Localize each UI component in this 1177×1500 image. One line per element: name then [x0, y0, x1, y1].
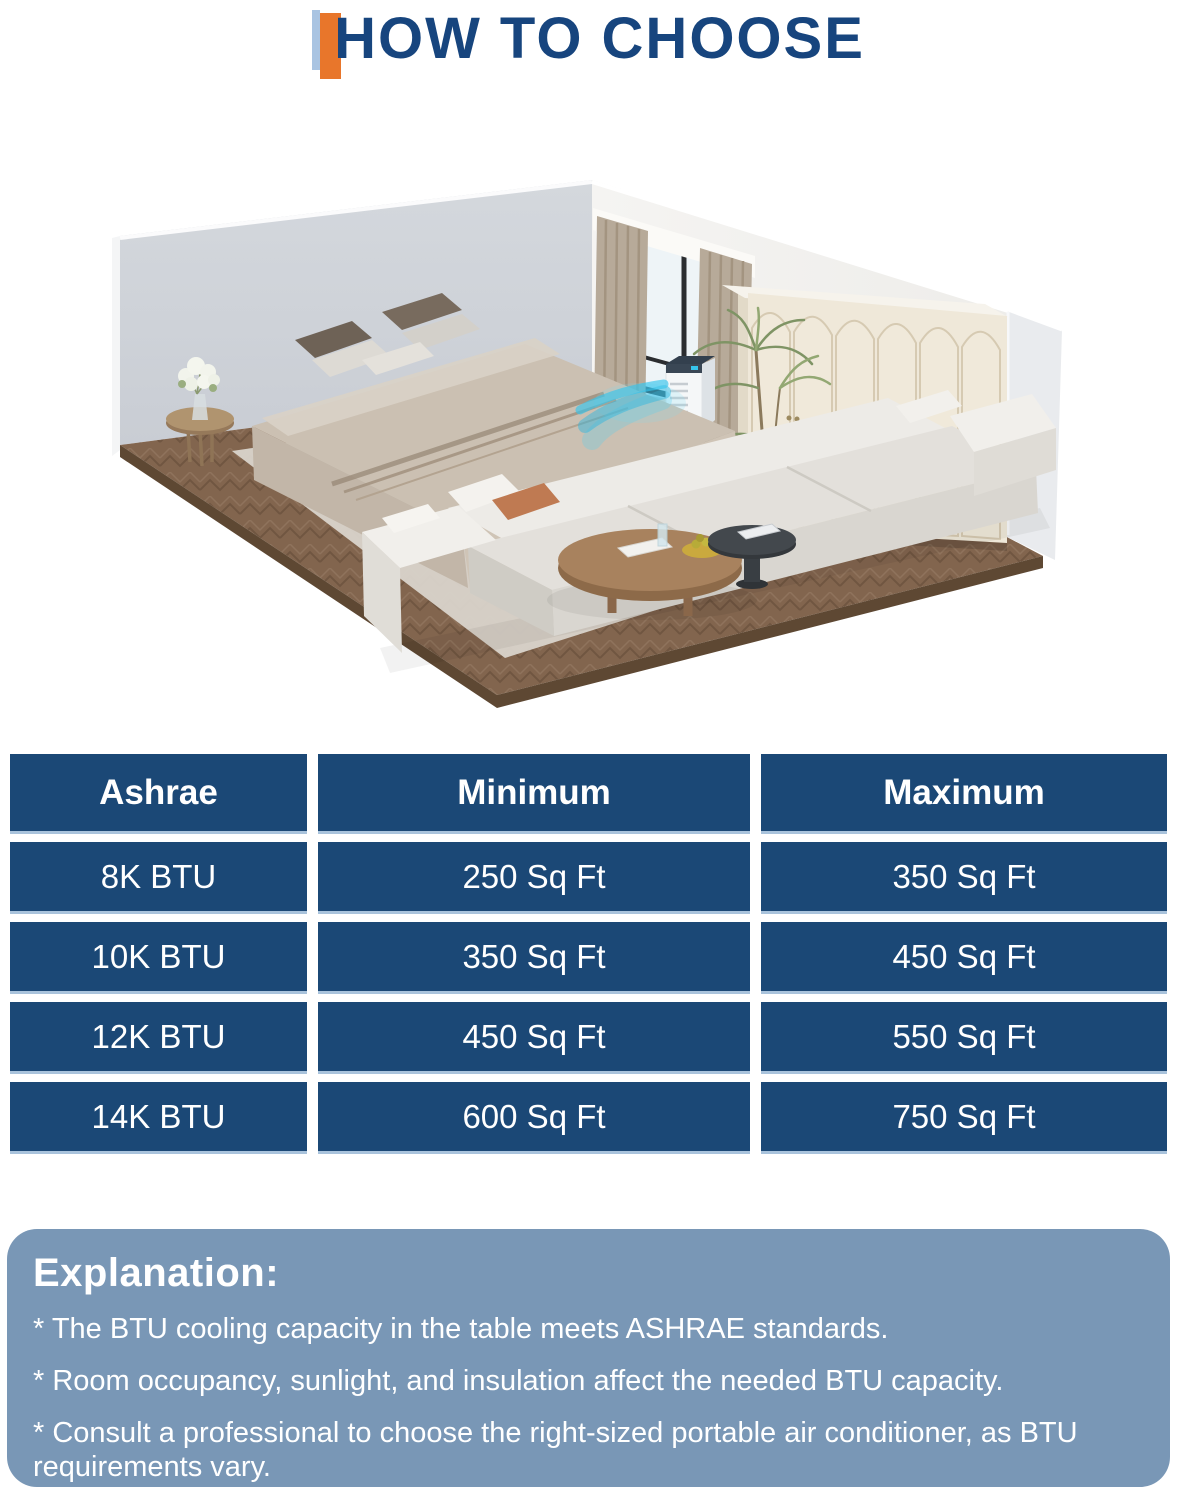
table-cell-maximum: 550 Sq Ft — [761, 1002, 1167, 1074]
table-cell-btu: 10K BTU — [10, 922, 307, 994]
explanation-title: Explanation: — [33, 1251, 280, 1295]
glass — [658, 524, 667, 546]
table-cell-btu: 12K BTU — [10, 1002, 307, 1074]
table-cell-btu: 14K BTU — [10, 1082, 307, 1154]
table-cell-minimum: 250 Sq Ft — [318, 842, 750, 914]
page-title: HOW TO CHOOSE — [334, 6, 865, 71]
table-cell-minimum: 450 Sq Ft — [318, 1002, 750, 1074]
explanation-bullet: * Consult a professional to choose the right-sized portable air conditioner, as BTU requirements vary. — [33, 1416, 1078, 1484]
explanation-bullet: * Room occupancy, sunlight, and insulation affect the needed BTU capacity. — [33, 1364, 1004, 1397]
table-cell-btu: 8K BTU — [10, 842, 307, 914]
table-cell-maximum: 350 Sq Ft — [761, 842, 1167, 914]
accent-bar-light-blue — [312, 10, 320, 70]
room-illustration — [0, 88, 1177, 748]
table-cell-maximum: 750 Sq Ft — [761, 1082, 1167, 1154]
table-header-maximum: Maximum — [761, 754, 1167, 834]
table-cell-minimum: 350 Sq Ft — [318, 922, 750, 994]
ac-display — [691, 366, 698, 370]
table-cell-maximum: 450 Sq Ft — [761, 922, 1167, 994]
table-cell-minimum: 600 Sq Ft — [318, 1082, 750, 1154]
explanation-bullet: * The BTU cooling capacity in the table meets ASHRAE standards. — [33, 1313, 889, 1345]
table-header-minimum: Minimum — [318, 754, 750, 834]
explanation-panel — [7, 1229, 1170, 1487]
btu-table — [10, 754, 1167, 1154]
header — [0, 0, 1177, 88]
table-header-ashrae: Ashrae — [10, 754, 307, 834]
